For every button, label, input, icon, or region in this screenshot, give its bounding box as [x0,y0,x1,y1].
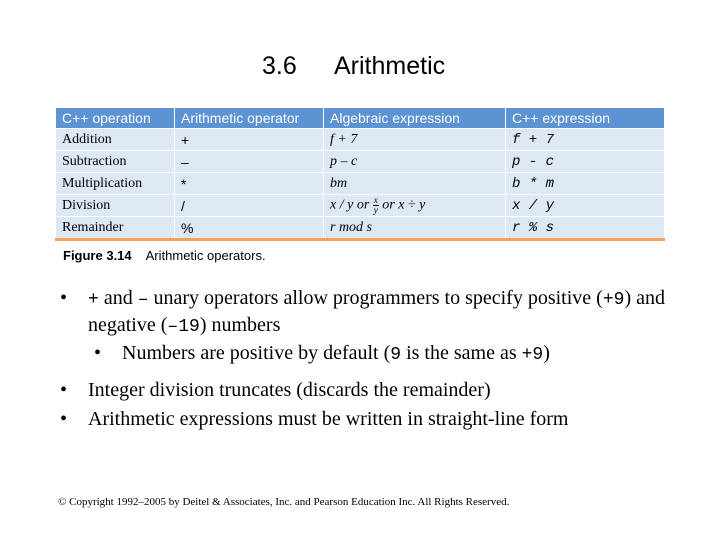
arithmetic-operators-table [55,107,665,241]
bullet-text: Numbers are positive by default ( [122,342,391,364]
bullet-text: Arithmetic expressions must be written in straight-line form [88,408,569,430]
cpp-expression-cell: p - c [506,151,665,173]
bullet-text: and [98,287,138,309]
algebraic-cell: f + 7 [324,129,506,151]
bullet-icon: • [60,287,68,309]
cpp-expression-cell: b * m [506,173,665,195]
operator-cell: * [175,173,324,195]
bullet-item [60,407,680,432]
algebraic-cell: bm [324,173,506,195]
table-row [56,217,665,240]
operation-cell: Division [56,195,175,217]
bullet-text: ) numbers [199,314,281,336]
fraction-numerator: x [373,195,378,205]
figure-caption [63,248,266,263]
algebraic-cell: p – c [324,151,506,173]
table-header-row [56,108,665,129]
operator-cell: + [175,129,324,151]
column-header: Algebraic expression [324,108,506,129]
figure-caption-text: Arithmetic operators. [145,248,266,263]
column-header: Arithmetic operator [175,108,324,129]
bullet-text: ) [543,342,550,364]
bullet-text: ) and negative ( [88,287,665,336]
sub-bullet-item [60,341,680,368]
operation-cell: Multiplication [56,173,175,195]
bullet-icon: • [94,342,102,364]
figure-label: Figure 3.14 [63,248,132,263]
code-minus: – [137,290,149,310]
code-positive: +9 [602,290,625,310]
operator-cell: % [175,217,324,240]
copyright-notice: © Copyright 1992–2005 by Deitel & Associates, Inc. and Pearson Education Inc. All Rights Reserved. [58,496,510,508]
operation-cell: Addition [56,129,175,151]
bullet-text: Integer division truncates (discards the remainder) [88,379,491,401]
section-title: Arithmetic [334,52,446,80]
fraction [373,196,379,215]
algebraic-division-prefix: x / y or [330,197,370,213]
cpp-expression-cell: x / y [506,195,665,217]
fraction-denominator: y [373,205,378,215]
column-header: C++ expression [506,108,665,129]
algebraic-division-suffix: or x ÷ y [382,197,426,213]
algebraic-cell [324,195,506,217]
bullet-list [60,286,680,432]
column-header: C++ operation [56,108,175,129]
table-row [56,129,665,151]
code-plus-nine: +9 [521,345,544,365]
bullet-text: unary operators allow programmers to specify positive ( [148,287,603,309]
bullet-icon: • [60,379,68,401]
code-plus: + [88,290,99,310]
operator-cell: / [175,195,324,217]
operation-cell: Remainder [56,217,175,240]
cpp-expression-cell: r % s [506,217,665,240]
algebraic-cell: r mod s [324,217,506,240]
bullet-text: is the same as [401,342,522,364]
cpp-expression-cell: f + 7 [506,129,665,151]
table-row [56,195,665,217]
bullet-item [60,378,680,403]
section-number: 3.6 [262,52,297,80]
code-nine: 9 [390,345,402,365]
operator-cell: – [175,151,324,173]
code-negative: –19 [167,317,200,337]
table-row [56,173,665,195]
bullet-item [60,286,680,340]
bullet-icon: • [60,408,68,430]
table-row [56,151,665,173]
operation-cell: Subtraction [56,151,175,173]
